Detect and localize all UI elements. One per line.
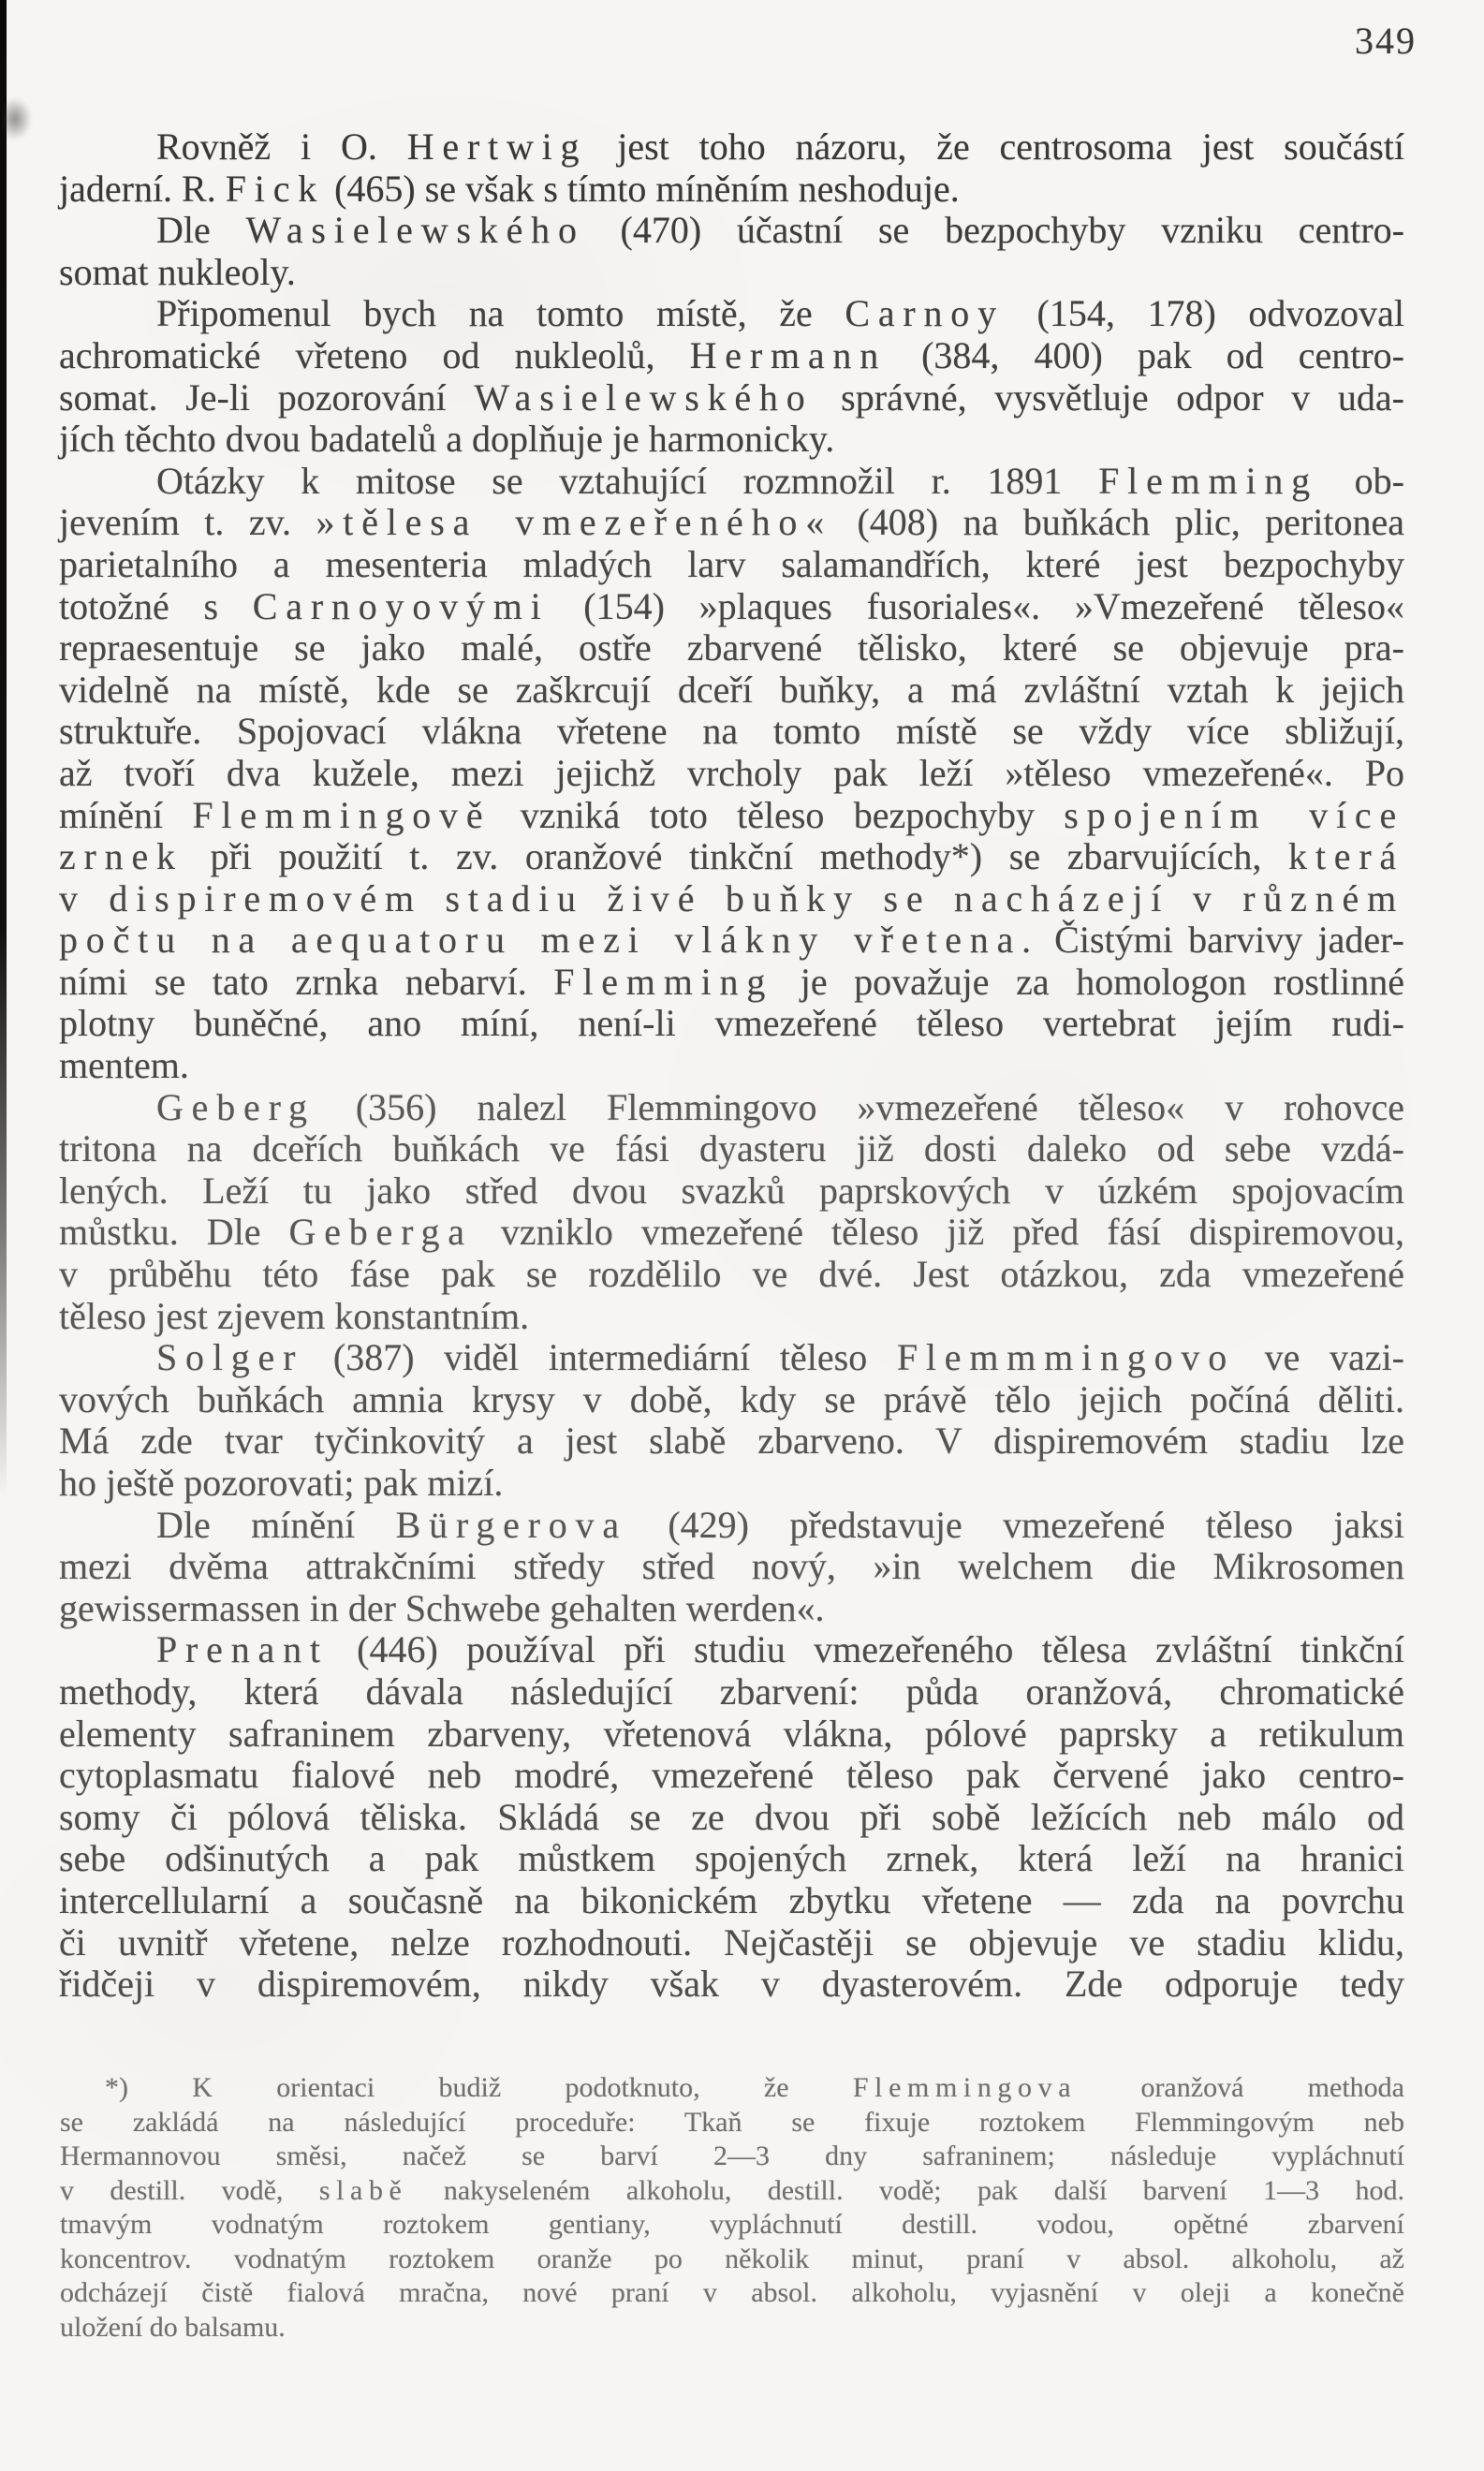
text-run: zrnek [59,835,184,878]
text-line [59,836,1404,878]
text-run: gewissermassen in der Schwebe gehalten werden«. [59,1586,825,1629]
text-run: plotny buněčné, ano míní, není-li vmezeřené těleso vertebrat jejím rudi- [59,1002,1404,1045]
text-run: jevením t. zv. [59,501,316,544]
text-run: Dle [156,209,246,252]
text-run: Flemmingově [192,793,492,836]
text-run: Wasielewského [474,375,814,419]
text-run: se zakládá na následující proceduře: Tkaň se fixuje roztokem Flemmingovým neb [60,2106,1404,2138]
text-line [59,1296,1404,1338]
text-line [59,1880,1404,1922]
text-run: jaderní. R. [59,167,226,210]
text-run: můstku. Dle [59,1211,289,1254]
paragraph [59,126,1404,210]
scan-edge-artifact [0,0,7,1498]
text-line [59,461,1404,503]
text-line [59,669,1404,712]
text-run: oranžová methoda [1077,2072,1404,2103]
text-run: (384, 400) pak od centro- [887,333,1405,376]
text-run: slabě [318,2174,408,2206]
text-run: v dispiremovém stadiu živé buňky se nacházejí v různém [59,876,1404,919]
text-run: počtu na aequatoru mezi vlákny vřetena. [59,919,1039,962]
text-line [59,1045,1404,1087]
text-run: správné, vysvětluje odpor v uda- [813,375,1404,419]
text-run: methody, která dávala následující zbarvení: půda oranžová, chromatické [59,1669,1404,1713]
text-run: Rovněž i O. [156,125,407,168]
text-line [59,210,1404,252]
text-run: mentem. [59,1044,189,1087]
text-run: repraesentuje se jako malé, ostře zbarvené tělisko, které se objevuje pra- [59,626,1404,669]
text-line [59,335,1404,377]
text-run: vzniká toto těleso bezpochyby [491,793,1065,836]
text-run: Wasielewského [245,209,585,252]
text-run: Flemmingova [852,2072,1078,2103]
text-line [59,169,1404,211]
paragraph [59,210,1404,293]
text-run: ob- [1317,459,1404,502]
text-run: v destill. vodě, [60,2174,319,2206]
text-line [59,1546,1404,1588]
text-run: (154) »plaques fusoriales«. »Vmezeřené těleso« [549,584,1404,627]
text-run: (408) na buňkách plic, peritonea [832,501,1404,544]
text-line [60,2243,1404,2277]
text-run: Připomenul bych na tomto místě, že [156,292,845,335]
text-run: tmavým vodnatým roztokem gentiany, vypláchnutí destill. vodou, opětné zbarvení [60,2209,1404,2240]
text-run: vových buňkách amnia krysy v době, kdy se právě tělo jejich počíná děliti. [59,1377,1404,1420]
text-run: videlně na místě, kde se zaškrcují dceří buňky, a má zvláštní vztah k jejich [59,668,1404,711]
text-run: je považuje za homologon rostlinné [773,960,1404,1003]
text-line [59,419,1404,461]
text-run: (465) se však s tímto míněním neshoduje. [325,167,960,210]
text-line [59,711,1404,753]
text-run: Geberga [288,1211,473,1254]
text-run: ho ještě pozorovati; pak mizí. [59,1462,504,1504]
text-line [59,962,1404,1004]
text-run: *) K orientaci budiž podotknuto, že [105,2072,853,2103]
paragraph [59,293,1404,460]
text-line [60,2140,1404,2174]
text-run: (446) používal při studiu vmezeřeného tělesa zvláštní tinkční [328,1628,1404,1671]
text-line [59,586,1404,628]
text-line [59,1420,1404,1463]
text-run: (387) viděl intermediární těleso [303,1336,897,1379]
text-line [59,1838,1404,1880]
text-run: Solger [156,1336,304,1379]
text-line [59,1128,1404,1170]
text-run: jích těchto dvou badatelů a doplňuje je harmonicky. [59,418,835,461]
text-run: Čistými barvivy jader- [1038,919,1404,962]
text-line [60,2071,1404,2106]
text-run: sebe odšinutých a pak můstkem spojených zrnek, která leží na hranici [59,1837,1404,1880]
text-run: mezi dvěma attrakčními středy střed nový, »in welchem die Mikrosomen [59,1545,1404,1588]
text-run: struktuře. Spojovací vlákna vřetene na tomto místě se vždy více sbližují, [59,710,1404,753]
text-run: uložení do balsamu. [60,2311,286,2343]
text-run: Flemmmingovo [896,1336,1236,1379]
text-run: Flemming [1098,459,1318,502]
text-line [59,1337,1404,1379]
text-line [59,1212,1404,1254]
text-run: tritona na dceřích buňkách ve fási dyasteru již dosti daleko od sebe vzdá- [59,1127,1404,1170]
text-run: »tělesa vmezeřeného« [316,501,833,544]
text-run: Flemming [553,960,774,1003]
text-line [59,1671,1404,1714]
text-run: Carnoy [845,292,1005,335]
paragraph [59,461,1404,1087]
text-run: lených. Leží tu jako střed dvou svazků paprskových v úzkém spojovacím [59,1169,1404,1212]
text-run: až tvoří dva kužele, mezi jejichž vrcholy pak leží »těleso vmezeřené«. Po [59,751,1404,794]
text-run: při použití t. zv. oranžové tinkční methody*) se zbarvujících, [183,835,1289,878]
text-run: elementy safraninem zbarveny, vřetenová vlákna, pólové paprsky a retikulum [59,1712,1404,1755]
text-run: či uvnitř vřetene, nelze rozhodnouti. Nejčastěji se objevuje ve stadiu klidu, [59,1920,1404,1964]
text-run: mínění [59,793,193,836]
text-line [59,795,1404,837]
text-run: odcházejí čistě fialová mračna, nové praní v absol. alkoholu, vyjasnění v oleji a konečně [60,2277,1404,2308]
text-line [59,1463,1404,1505]
text-run: v průběhu této fáse pak se rozdělilo ve dvé. Jest otázkou, zda vmezeřené [59,1253,1404,1296]
text-line [59,1629,1404,1671]
text-line [60,2174,1404,2209]
text-run: (154, 178) odvozoval [1004,292,1404,335]
text-run: Hertwig [406,125,588,168]
text-run: achromatické vřeteno od nukleolů, [59,333,690,376]
text-run: Dle mínění [156,1503,396,1546]
text-run: parietalního a mesenteria mladých larv salamandřích, které jest bezpochyby [59,542,1404,585]
text-line [59,126,1404,169]
text-line [59,1964,1404,2006]
text-run: Bürgerova [395,1503,627,1546]
text-line [59,1922,1404,1964]
text-run: těleso jest zjevem konstantním. [59,1294,530,1337]
text-line [59,753,1404,795]
paragraph [59,1629,1404,2005]
page-number: 349 [1355,20,1417,62]
text-line [59,1254,1404,1296]
text-run: Hermann [689,333,888,376]
text-line [59,293,1404,335]
paragraph [59,1505,1404,1630]
text-run: (470) účastní se bezpochyby vzniku centro- [584,209,1404,252]
text-run: nakyseleném alkoholu, destill. vodě; pak další barvení 1—3 hod. [407,2174,1404,2206]
text-run: (429) představuje vmezeřené těleso jaksi [626,1503,1404,1546]
text-run: koncentrov. vodnatým roztokem oranže po několik minut, praní v absol. alkoholu, až [60,2243,1404,2274]
text-line [59,1087,1404,1129]
text-line [59,502,1404,544]
text-line [59,1755,1404,1797]
text-line [59,1505,1404,1547]
text-line [59,377,1404,419]
text-run: vzniklo vmezeřené těleso již před fásí dispiremovou, [472,1211,1405,1254]
body-text [59,126,1404,2006]
text-run: ve vazi- [1235,1336,1404,1379]
text-run: somat. Je-li pozorování [59,375,475,419]
text-run: jest toho názoru, že centrosoma jest součástí [587,125,1404,168]
scan-smudge-artifact [4,97,32,140]
text-run: Geberg [156,1085,316,1128]
text-line [59,1379,1404,1421]
text-run: Fick [225,167,326,210]
paragraph [59,1087,1404,1338]
text-line [59,919,1404,962]
text-line [59,1003,1404,1045]
text-run: intercellularní a současně na bikonickém zbytku vřetene — zda na povrchu [59,1878,1404,1921]
text-run: Carnoyovými [252,584,550,627]
text-line [59,1588,1404,1630]
text-line [59,1170,1404,1213]
text-line [60,2311,1404,2346]
text-line [59,1714,1404,1756]
text-line [59,252,1404,294]
text-run: (356) nalezl Flemmingovo »vmezeřené těleso« v rohovce [315,1085,1404,1128]
text-line [59,544,1404,586]
footnote [60,2071,1404,2345]
text-run: Hermannovou směsi, načež se barví 2—3 dny safraninem; následuje vypláchnutí [60,2140,1404,2171]
text-line [59,1797,1404,1839]
text-run: ními se tato zrnka nebarví. [59,960,554,1003]
text-run: spojením více [1064,793,1404,836]
text-line [59,627,1404,669]
text-line [60,2276,1404,2311]
text-run: cytoplasmatu fialové neb modré, vmezeřené těleso pak červené jako centro- [59,1754,1404,1797]
text-line [60,2106,1404,2140]
text-run: totožné s [59,584,253,627]
text-run: Otázky k mitose se vztahující rozmnožil r. 1891 [156,459,1099,502]
text-run: Prenant [156,1628,329,1671]
paragraph [59,1337,1404,1504]
text-line [60,2208,1404,2243]
paragraph [60,2071,1404,2345]
text-run: Má zde tvar tyčinkovitý a jest slabě zbarveno. V dispiremovém stadiu lze [59,1419,1404,1463]
text-line [59,878,1404,920]
text-run: somy či pólová těliska. Skládá se ze dvou při sobě ležících neb málo od [59,1795,1404,1838]
text-run: která [1288,835,1404,878]
text-run: řidčeji v dispiremovém, nikdy však v dyasterovém. Zde odporuje tedy [59,1963,1404,2006]
text-run: somat nukleoly. [59,250,296,293]
